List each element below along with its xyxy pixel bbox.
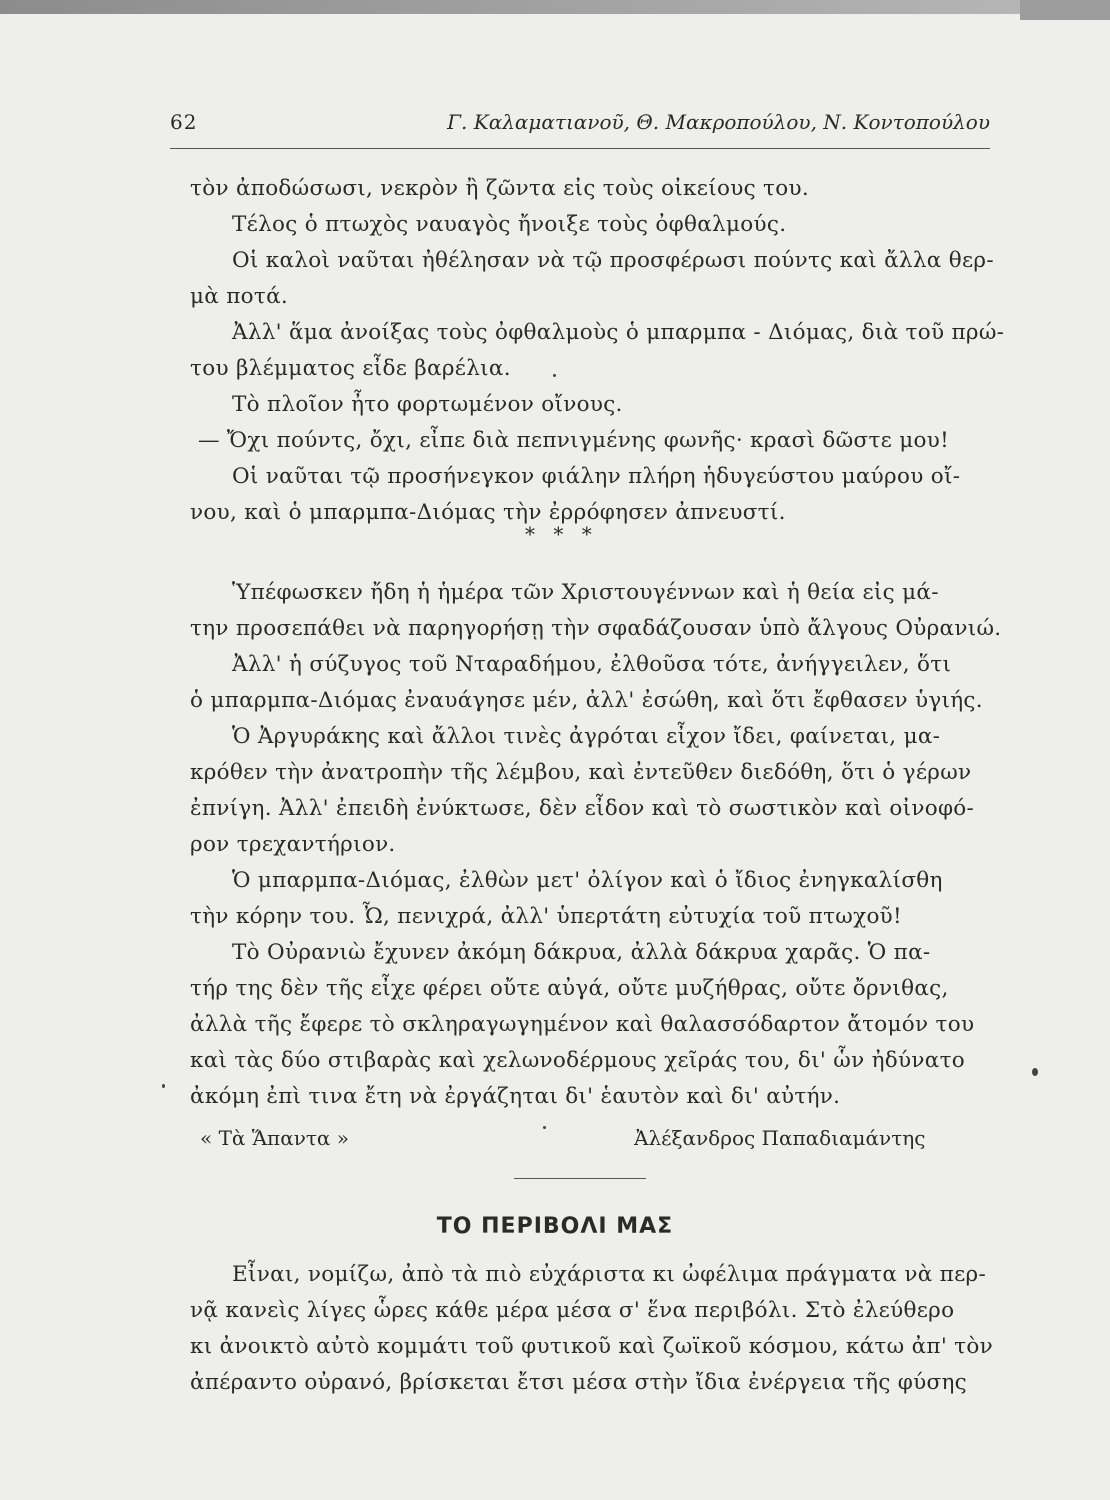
text-line: κρόθεν τὴν ἀνατροπὴν τῆς λέμβου, καὶ ἐντεῦθεν διεδόθη, ὅτι ὁ γέρων [190, 760, 972, 785]
text-line: νᾷ κανεὶς λίγες ὧρες κάθε μέρα μέσα σ' ἕνα περιβόλι. Στὸ ἐλεύθερο [190, 1298, 955, 1323]
page-header [170, 108, 990, 149]
text-line: Ἀλλ' ἅμα ἀνοίξας τοὺς ὀφθαλμοὺς ὁ μπαρμπα - Διόμας, διὰ τοῦ πρώ- [232, 320, 1005, 345]
text-line: την προσεπάθει νὰ παρηγορήσῃ τὴν σφαδάζουσαν ὑπὸ ἄλγους Οὐρανιώ. [190, 616, 1002, 641]
essay-title: ΤΟ ΠΕΡΙΒΟΛΙ ΜΑΣ [436, 1214, 674, 1239]
text-line: τὸν ἀποδώσωσι, νεκρὸν ἢ ζῶντα εἰς τοὺς οἰκείους του. [190, 176, 809, 201]
text-line: ἀκόμη ἐπὶ τινα ἔτη νὰ ἐργάζηται δι' ἑαυτὸν καὶ δι' αὐτήν. [190, 1084, 841, 1109]
author-name: Ἀλέξανδρος Παπαδιαμάντης [634, 1126, 926, 1150]
text-line: Τὸ Οὐρανιὼ ἔχυνεν ἀκόμη δάκρυα, ἀλλὰ δάκρυα χαρᾶς. Ὁ πα- [232, 940, 931, 965]
page-number: 62 [170, 110, 198, 134]
text-line: Εἶναι, νομίζω, ἀπὸ τὰ πιὸ εὐχάριστα κι ὠφέλιμα πράγματα νὰ περ- [232, 1262, 987, 1287]
scan-edge-shadow [0, 0, 1110, 14]
text-line: καὶ τὰς δύο στιβαρὰς καὶ χελωνοδέρμους χεῖράς του, δι' ὧν ἠδύνατο [190, 1048, 966, 1073]
text-line: νου, καὶ ὁ μπαρμπα-Διόμας τὴν ἐρρόφησεν ἀπνευστί. [190, 500, 786, 525]
divider-rule [514, 1178, 646, 1179]
text-line: ἀλλὰ τῆς ἔφερε τὸ σκληραγωγημένον καὶ θαλασσόδαρτον ἄτομόν του [190, 1012, 975, 1037]
ink-speck [553, 374, 556, 377]
text-line: — Ὄχι πούντς, ὄχι, εἶπε διὰ πεπνιγμένης φωνῆς· κρασὶ δῶστε μου! [198, 428, 950, 453]
text-line: κι ἀνοικτὸ αὐτὸ κομμάτι τοῦ φυτικοῦ καὶ ζωϊκοῦ κόσμου, κάτω ἀπ' τὸν [190, 1334, 993, 1359]
text-line: ἀπέραντο οὐρανό, βρίσκεται ἔτσι μέσα στὴν ἴδια ἐνέργεια τῆς φύσης [190, 1370, 968, 1395]
text-line: ρον τρεχαντήριον. [190, 832, 396, 857]
text-line: ἐπνίγη. Ἀλλ' ἐπειδὴ ἐνύκτωσε, δὲν εἶδον καὶ τὸ σωστικὸν καὶ οἰνοφό- [190, 796, 975, 821]
source-citation: « Τὰ Ἅπαντα » [200, 1126, 350, 1150]
text-line: Τέλος ὁ πτωχὸς ναυαγὸς ἤνοιξε τοὺς ὀφθαλμούς. [232, 212, 787, 237]
text-line: Οἱ ναῦται τῷ προσήνεγκον φιάλην πλήρη ἡδυγεύστου μαύρου οἴ- [232, 464, 961, 489]
ink-speck [162, 1084, 165, 1088]
text-line: ὁ μπαρμπα-Διόμας ἐναυάγησε μέν, ἀλλ' ἐσώθη, καὶ ὅτι ἔφθασεν ὑγιής. [190, 688, 983, 713]
text-line: τήρ της δὲν τῆς εἶχε φέρει οὔτε αὐγά, οὔτε μυζήθρας, οὔτε ὄρνιθας, [190, 976, 949, 1001]
text-line: Ὁ μπαρμπα-Διόμας, ἐλθὼν μετ' ὀλίγον καὶ ὁ ἴδιος ἐνηγκαλίσθη [232, 868, 943, 893]
text-line: Ὁ Ἀργυράκης καὶ ἄλλοι τινὲς ἀγρόται εἶχον ἴδει, φαίνεται, μα- [232, 724, 941, 749]
text-line: Τὸ πλοῖον ἦτο φορτωμένον οἴνους. [232, 392, 623, 417]
scan-corner-shadow [1020, 0, 1110, 20]
text-line: του βλέμματος εἶδε βαρέλια. [190, 356, 511, 381]
text-line: μὰ ποτά. [190, 284, 289, 309]
running-head: Γ. Καλαματιανοῦ, Θ. Μακροπούλου, Ν. Κοντοπούλου [447, 110, 990, 134]
text-line: τὴν κόρην του. Ὦ, πενιχρά, ἀλλ' ὑπερτάτη εὐτυχία τοῦ πτωχοῦ! [190, 904, 902, 929]
text-line: Οἱ καλοὶ ναῦται ἠθέλησαν νὰ τῷ προσφέρωσι πούντς καὶ ἄλλα θερ- [232, 248, 994, 273]
text-line: Ἀλλ' ἡ σύζυγος τοῦ Νταραδήμου, ἐλθοῦσα τότε, ἀνήγγειλεν, ὅτι [232, 652, 952, 677]
ink-speck [1032, 1068, 1038, 1076]
text-line: Ὑπέφωσκεν ἤδη ἡ ἡμέρα τῶν Χριστουγέννων καὶ ἡ θεία εἰς μά- [232, 580, 939, 605]
ink-speck [543, 1126, 546, 1129]
section-separator: * * * [525, 522, 598, 546]
